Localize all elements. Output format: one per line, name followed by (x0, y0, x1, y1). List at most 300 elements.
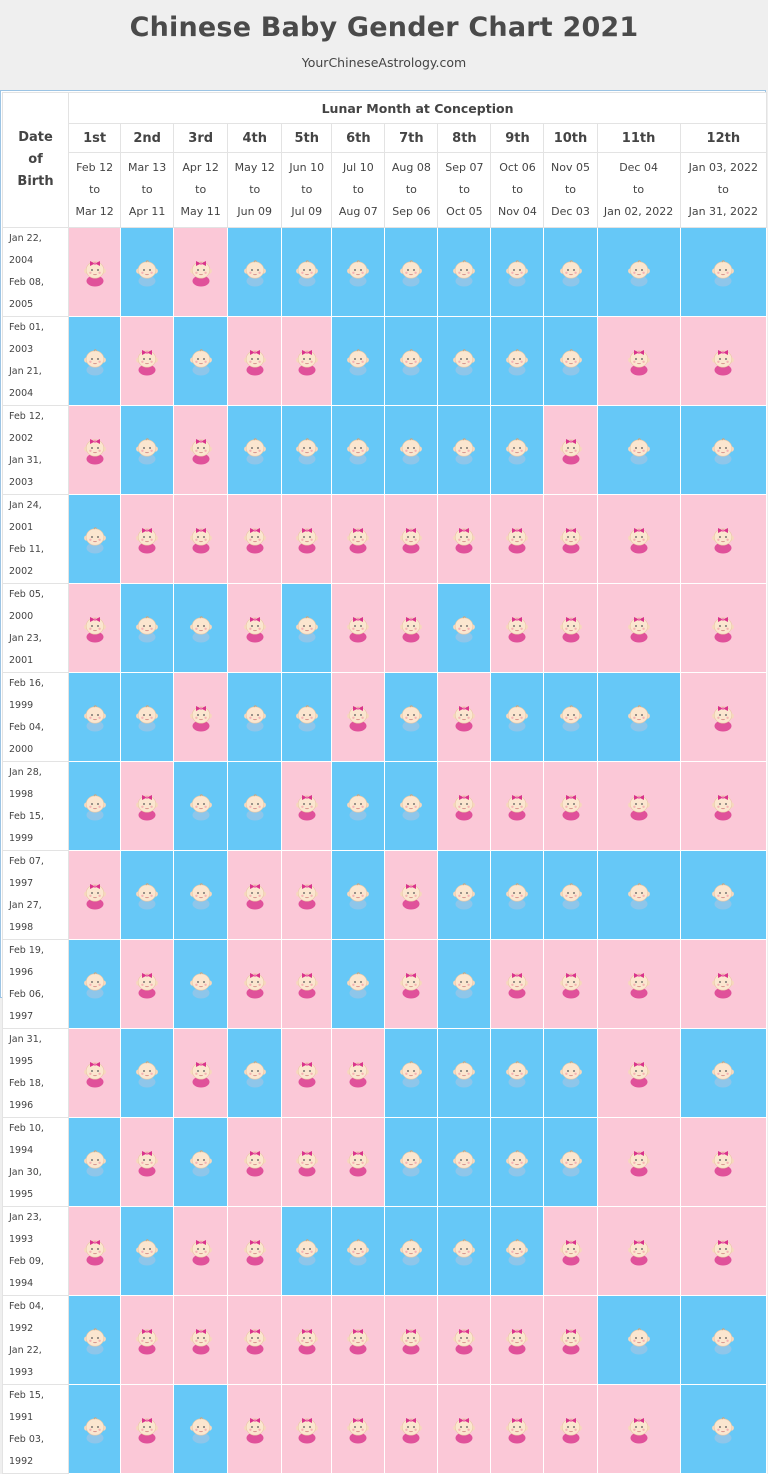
girl-cell (680, 584, 766, 673)
girl-cell (544, 495, 597, 584)
baby-girl-icon (558, 1325, 584, 1355)
baby-girl-icon (134, 1325, 160, 1355)
month-name-6: 6th (332, 124, 385, 153)
girl-cell (438, 495, 491, 584)
month-name-12: 12th (680, 124, 766, 153)
boy-cell (69, 317, 121, 406)
birth-date-end: Feb 11, 2002 (9, 544, 44, 577)
girl-cell (228, 495, 282, 584)
birth-year-row (3, 406, 767, 495)
girl-cell (121, 1385, 174, 1474)
boy-cell (491, 406, 544, 495)
month-range-end: Dec 03 (551, 205, 590, 218)
boy-cell (680, 851, 766, 940)
month-range-start: Feb 12 (76, 161, 114, 174)
baby-girl-icon (558, 435, 584, 465)
girl-cell (228, 584, 282, 673)
girl-cell (544, 762, 597, 851)
girl-cell (282, 851, 332, 940)
girl-cell (544, 1296, 597, 1385)
girl-cell (69, 584, 121, 673)
birth-date-start: Feb 04, 1992 (9, 1301, 44, 1334)
girl-cell (282, 495, 332, 584)
girl-cell (491, 1385, 544, 1474)
baby-girl-icon (134, 1147, 160, 1177)
month-range-10 (544, 153, 597, 228)
month-name-11: 11th (597, 124, 680, 153)
baby-girl-icon (558, 524, 584, 554)
baby-girl-icon (345, 613, 371, 643)
baby-boy-icon (82, 346, 108, 376)
baby-girl-icon (242, 524, 268, 554)
baby-girl-icon (626, 1236, 652, 1266)
baby-girl-icon (558, 613, 584, 643)
birth-date-start: Feb 07, 1997 (9, 856, 44, 889)
birth-date-end: Jan 23, 2001 (9, 633, 42, 666)
girl-cell (228, 851, 282, 940)
baby-girl-icon (294, 880, 320, 910)
baby-girl-icon (294, 1414, 320, 1444)
month-range-connector: to (141, 183, 153, 196)
baby-boy-icon (710, 880, 736, 910)
baby-boy-icon (504, 435, 530, 465)
baby-girl-icon (451, 791, 477, 821)
baby-girl-icon (451, 1325, 477, 1355)
baby-boy-icon (134, 1236, 160, 1266)
baby-girl-icon (710, 1236, 736, 1266)
gender-chart-frame (0, 90, 766, 1467)
baby-girl-icon (82, 880, 108, 910)
month-range-4 (228, 153, 282, 228)
baby-boy-icon (504, 1236, 530, 1266)
baby-girl-icon (558, 969, 584, 999)
girl-cell (680, 1118, 766, 1207)
baby-girl-icon (451, 1414, 477, 1444)
month-range-end: Oct 05 (446, 205, 483, 218)
boy-cell (228, 673, 282, 762)
baby-boy-icon (82, 524, 108, 554)
boy-cell (385, 1029, 438, 1118)
girl-cell (332, 1118, 385, 1207)
baby-girl-icon (294, 791, 320, 821)
boy-cell (174, 317, 228, 406)
baby-boy-icon (398, 702, 424, 732)
girl-cell (491, 762, 544, 851)
baby-boy-icon (626, 702, 652, 732)
boy-cell (385, 406, 438, 495)
month-range-start: Oct 06 (499, 161, 536, 174)
boy-cell (69, 495, 121, 584)
birth-year-row (3, 762, 767, 851)
boy-cell (69, 673, 121, 762)
birth-date-range (3, 762, 69, 851)
baby-boy-icon (504, 702, 530, 732)
baby-girl-icon (504, 524, 530, 554)
baby-girl-icon (242, 880, 268, 910)
baby-girl-icon (451, 702, 477, 732)
baby-girl-icon (134, 1414, 160, 1444)
baby-boy-icon (294, 435, 320, 465)
baby-girl-icon (558, 1414, 584, 1444)
month-range-9 (491, 153, 544, 228)
baby-boy-icon (398, 1236, 424, 1266)
girl-cell (174, 1207, 228, 1296)
baby-boy-icon (710, 1325, 736, 1355)
month-range-connector: to (458, 183, 470, 196)
birth-date-start: Jan 24, 2001 (9, 500, 42, 533)
girl-cell (69, 1029, 121, 1118)
baby-girl-icon (710, 1147, 736, 1177)
baby-girl-icon (242, 1147, 268, 1177)
month-name-4: 4th (228, 124, 282, 153)
girl-cell (597, 1385, 680, 1474)
month-range-connector: to (89, 183, 101, 196)
month-range-start: Aug 08 (391, 161, 431, 174)
birth-year-row (3, 1118, 767, 1207)
baby-girl-icon (242, 1325, 268, 1355)
boy-cell (121, 228, 174, 317)
baby-boy-icon (294, 613, 320, 643)
baby-boy-icon (710, 435, 736, 465)
girl-cell (282, 317, 332, 406)
month-name-3: 3rd (174, 124, 228, 153)
girl-cell (385, 1296, 438, 1385)
baby-boy-icon (504, 257, 530, 287)
baby-boy-icon (451, 1058, 477, 1088)
baby-girl-icon (242, 346, 268, 376)
girl-cell (121, 495, 174, 584)
month-range-end: Jan 02, 2022 (603, 205, 674, 218)
girl-cell (282, 1385, 332, 1474)
birth-year-row (3, 1296, 767, 1385)
birth-year-row (3, 495, 767, 584)
birth-date-start: Feb 15, 1991 (9, 1390, 44, 1423)
birth-date-range (3, 1118, 69, 1207)
boy-cell (544, 851, 597, 940)
baby-girl-icon (242, 613, 268, 643)
girl-cell (69, 1207, 121, 1296)
baby-boy-icon (294, 257, 320, 287)
boy-cell (544, 1118, 597, 1207)
baby-girl-icon (294, 1147, 320, 1177)
baby-girl-icon (188, 1058, 214, 1088)
birth-year-row (3, 584, 767, 673)
girl-cell (438, 1296, 491, 1385)
birth-date-range (3, 673, 69, 762)
birth-date-end: Jan 31, 2003 (9, 455, 42, 488)
baby-boy-icon (82, 1325, 108, 1355)
baby-girl-icon (626, 1058, 652, 1088)
girl-cell (544, 1207, 597, 1296)
baby-boy-icon (710, 1058, 736, 1088)
baby-boy-icon (398, 1058, 424, 1088)
month-range-start: Jan 03, 2022 (688, 161, 759, 174)
date-of-birth-header-word: of (28, 152, 43, 167)
baby-boy-icon (504, 1147, 530, 1177)
chart-title: Chinese Baby Gender Chart 2021 (129, 12, 639, 43)
girl-cell (228, 1207, 282, 1296)
baby-girl-icon (398, 1414, 424, 1444)
boy-cell (438, 584, 491, 673)
girl-cell (491, 940, 544, 1029)
baby-girl-icon (294, 346, 320, 376)
girl-cell (385, 851, 438, 940)
girl-cell (69, 228, 121, 317)
birth-year-row (3, 1385, 767, 1474)
boy-cell (680, 1296, 766, 1385)
month-range-connector: to (405, 183, 417, 196)
baby-boy-icon (710, 1414, 736, 1444)
birth-date-end: Feb 18, 1996 (9, 1078, 44, 1111)
baby-boy-icon (504, 346, 530, 376)
birth-year-row (3, 317, 767, 406)
birth-date-start: Jan 23, 1993 (9, 1212, 42, 1245)
baby-girl-icon (626, 346, 652, 376)
girl-cell (282, 762, 332, 851)
boy-cell (174, 940, 228, 1029)
month-range-connector: to (352, 183, 364, 196)
baby-girl-icon (345, 524, 371, 554)
boy-cell (332, 940, 385, 1029)
month-range-12 (680, 153, 766, 228)
month-range-end: Nov 04 (497, 205, 537, 218)
boy-cell (121, 406, 174, 495)
month-range-start: Dec 04 (619, 161, 658, 174)
boy-cell (438, 228, 491, 317)
baby-boy-icon (710, 257, 736, 287)
baby-girl-icon (710, 613, 736, 643)
month-name-1: 1st (69, 124, 121, 153)
baby-boy-icon (345, 346, 371, 376)
baby-boy-icon (134, 257, 160, 287)
girl-cell (680, 495, 766, 584)
boy-cell (491, 1029, 544, 1118)
baby-girl-icon (294, 1058, 320, 1088)
baby-boy-icon (134, 702, 160, 732)
boy-cell (491, 317, 544, 406)
baby-girl-icon (345, 1058, 371, 1088)
baby-girl-icon (504, 1414, 530, 1444)
birth-year-row (3, 940, 767, 1029)
girl-cell (544, 1385, 597, 1474)
girl-cell (680, 673, 766, 762)
girl-cell (121, 1296, 174, 1385)
boy-cell (680, 1385, 766, 1474)
baby-boy-icon (188, 1147, 214, 1177)
baby-girl-icon (188, 257, 214, 287)
baby-boy-icon (504, 1058, 530, 1088)
birth-date-range (3, 228, 69, 317)
birth-date-range (3, 940, 69, 1029)
baby-girl-icon (558, 1236, 584, 1266)
girl-cell (174, 1296, 228, 1385)
birth-date-start: Feb 01, 2003 (9, 322, 44, 355)
girl-cell (332, 673, 385, 762)
baby-boy-icon (294, 1236, 320, 1266)
birth-date-range (3, 1029, 69, 1118)
month-range-end: Jan 31, 2022 (688, 205, 759, 218)
boy-cell (332, 762, 385, 851)
date-of-birth-header-word: Date (18, 130, 53, 145)
girl-cell (597, 1029, 680, 1118)
girl-cell (121, 317, 174, 406)
birth-date-end: Feb 04, 2000 (9, 722, 44, 755)
girl-cell (121, 1118, 174, 1207)
girl-cell (228, 940, 282, 1029)
girl-cell (228, 1118, 282, 1207)
birth-date-start: Feb 12, 2002 (9, 411, 44, 444)
birth-date-start: Jan 31, 1995 (9, 1034, 42, 1067)
baby-boy-icon (242, 257, 268, 287)
baby-girl-icon (398, 1325, 424, 1355)
boy-cell (491, 673, 544, 762)
baby-boy-icon (82, 969, 108, 999)
month-range-connector: to (633, 183, 645, 196)
baby-boy-icon (242, 1058, 268, 1088)
girl-cell (491, 1296, 544, 1385)
month-range-end: Apr 11 (128, 205, 166, 218)
month-range-start: Jul 10 (342, 161, 374, 174)
baby-boy-icon (345, 435, 371, 465)
baby-boy-icon (345, 791, 371, 821)
birth-date-end: Feb 09, 1994 (9, 1256, 44, 1289)
girl-cell (174, 495, 228, 584)
birth-date-end: Feb 08, 2005 (9, 277, 44, 310)
birth-date-range (3, 1207, 69, 1296)
girl-cell (332, 495, 385, 584)
birth-date-end: Jan 22, 1993 (9, 1345, 42, 1378)
girl-cell (544, 584, 597, 673)
baby-boy-icon (134, 1058, 160, 1088)
baby-girl-icon (82, 435, 108, 465)
girl-cell (680, 317, 766, 406)
birth-year-row (3, 1029, 767, 1118)
baby-boy-icon (82, 1414, 108, 1444)
girl-cell (544, 940, 597, 1029)
birth-date-end: Jan 27, 1998 (9, 900, 42, 933)
baby-girl-icon (398, 969, 424, 999)
boy-cell (438, 1118, 491, 1207)
boy-cell (385, 317, 438, 406)
boy-cell (385, 673, 438, 762)
boy-cell (332, 406, 385, 495)
month-range-connector: to (301, 183, 313, 196)
baby-girl-icon (242, 1236, 268, 1266)
boy-cell (121, 851, 174, 940)
baby-boy-icon (558, 346, 584, 376)
baby-boy-icon (294, 702, 320, 732)
baby-boy-icon (626, 435, 652, 465)
boy-cell (282, 406, 332, 495)
girl-cell (385, 584, 438, 673)
boy-cell (332, 1207, 385, 1296)
baby-boy-icon (451, 1147, 477, 1177)
birth-date-start: Feb 16, 1999 (9, 678, 44, 711)
baby-girl-icon (626, 613, 652, 643)
month-range-start: Mar 13 (128, 161, 167, 174)
month-range-8 (438, 153, 491, 228)
baby-boy-icon (398, 1147, 424, 1177)
birth-date-end: Feb 06, 1997 (9, 989, 44, 1022)
baby-boy-icon (134, 880, 160, 910)
girl-cell (680, 762, 766, 851)
girl-cell (282, 1296, 332, 1385)
baby-girl-icon (504, 613, 530, 643)
month-range-end: Sep 06 (392, 205, 431, 218)
boy-cell (597, 228, 680, 317)
baby-girl-icon (626, 1147, 652, 1177)
baby-girl-icon (134, 791, 160, 821)
month-range-2 (121, 153, 174, 228)
baby-girl-icon (345, 1147, 371, 1177)
baby-girl-icon (710, 524, 736, 554)
girl-cell (121, 940, 174, 1029)
baby-girl-icon (188, 524, 214, 554)
month-range-connector: to (511, 183, 523, 196)
boy-cell (121, 584, 174, 673)
month-range-connector: to (717, 183, 729, 196)
boy-cell (174, 584, 228, 673)
boy-cell (69, 1296, 121, 1385)
birth-date-end: Jan 30, 1995 (9, 1167, 42, 1200)
baby-girl-icon (188, 435, 214, 465)
month-name-5: 5th (282, 124, 332, 153)
boy-cell (282, 673, 332, 762)
gender-chart-table (2, 92, 767, 1474)
girl-cell (69, 406, 121, 495)
baby-girl-icon (294, 1325, 320, 1355)
month-range-start: Apr 12 (182, 161, 219, 174)
baby-girl-icon (188, 1325, 214, 1355)
baby-girl-icon (294, 969, 320, 999)
baby-girl-icon (398, 880, 424, 910)
girl-cell (544, 406, 597, 495)
birth-date-range (3, 584, 69, 673)
boy-cell (597, 851, 680, 940)
site-name: YourChineseAstrology.com (301, 55, 467, 70)
baby-girl-icon (242, 969, 268, 999)
baby-girl-icon (134, 346, 160, 376)
baby-boy-icon (188, 613, 214, 643)
month-range-end: Jun 09 (237, 205, 273, 218)
baby-boy-icon (451, 1236, 477, 1266)
birth-date-start: Jan 22, 2004 (9, 233, 42, 266)
month-range-end: May 11 (180, 205, 221, 218)
baby-girl-icon (504, 969, 530, 999)
baby-girl-icon (398, 613, 424, 643)
boy-cell (282, 228, 332, 317)
boy-cell (228, 762, 282, 851)
baby-girl-icon (242, 1414, 268, 1444)
girl-cell (69, 851, 121, 940)
month-name-9: 9th (491, 124, 544, 153)
baby-boy-icon (451, 346, 477, 376)
boy-cell (228, 406, 282, 495)
baby-girl-icon (626, 1414, 652, 1444)
boy-cell (438, 1207, 491, 1296)
baby-boy-icon (82, 702, 108, 732)
month-range-connector: to (564, 183, 577, 196)
girl-cell (597, 940, 680, 1029)
baby-girl-icon (558, 791, 584, 821)
boy-cell (385, 228, 438, 317)
baby-boy-icon (188, 969, 214, 999)
month-range-3 (174, 153, 228, 228)
girl-cell (438, 673, 491, 762)
birth-date-range (3, 851, 69, 940)
girl-cell (332, 1029, 385, 1118)
boy-cell (597, 1296, 680, 1385)
